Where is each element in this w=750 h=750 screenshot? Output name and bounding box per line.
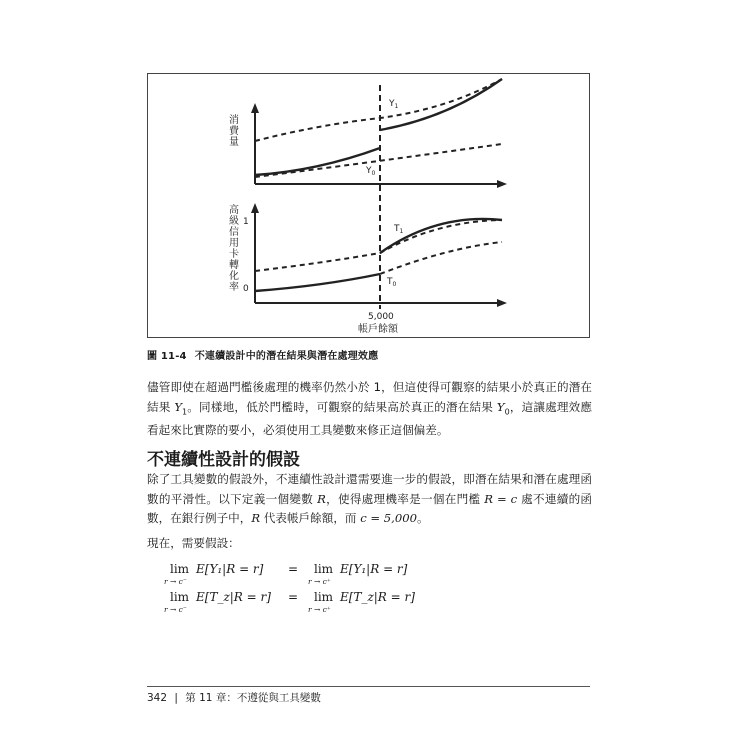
equals-sign: = <box>288 590 299 604</box>
figure-caption-text: 不連續設計中的潛在結果與潛在處理效應 <box>194 351 379 362</box>
lim-left: lim <box>170 590 190 604</box>
var-y: Y <box>174 399 183 414</box>
sub-1: 1 <box>182 406 188 416</box>
expr-c-eq-5000: c = 5,000 <box>360 511 417 525</box>
t0-solid-curve <box>255 274 380 291</box>
para1-text-b: 。同樣地，低於門檻時，可觀察的結果高於真正的潛在結果 <box>187 399 497 414</box>
cutoff-label: 5,000 <box>368 312 394 322</box>
section-heading: 不連續性設計的假設 <box>147 450 300 470</box>
figure-caption <box>147 347 378 362</box>
y0-solid-curve <box>255 148 380 175</box>
lim-right-sub: r → c⁺ <box>308 577 331 586</box>
lim-left: lim <box>170 562 190 576</box>
y0-label: $Y_0$ <box>366 166 376 177</box>
tick-one-label: 1 <box>243 217 249 227</box>
expectation-right: E[T_z|R = r] <box>340 590 415 604</box>
equals-sign: = <box>288 562 299 576</box>
expectation-left: E[Y₁|R = r] <box>196 562 264 576</box>
equation-2 <box>164 590 464 618</box>
lim-right-sub: r → c⁺ <box>308 605 331 614</box>
top-x-arrow <box>497 180 507 188</box>
t0-label: $T_0$ <box>387 277 397 288</box>
para2-text-a: 除了工具變數的假設外，不連續性設計還需要進一步的假設，即潛在結果和潛在處理函數的平滑性。以下定義一個變數 <box>147 472 592 506</box>
footer-rule <box>147 686 590 687</box>
expectation-right: E[Y₁|R = r] <box>340 562 408 576</box>
para1-text-a: 儘管即使在超過門檻後處理的機率仍然小於 1，但這使得可觀察的結果小於真正的潛在結果 <box>147 380 592 414</box>
x-axis-label: 帳戶餘額 <box>358 324 398 335</box>
bottom-y-arrow <box>251 203 259 213</box>
var-y: Y <box>496 399 505 414</box>
para2-text-d: 代表帳戶餘額，而 <box>260 511 361 525</box>
lim-left-sub: r → c⁻ <box>164 577 187 586</box>
paragraph-1 <box>147 378 592 441</box>
para1-text-c: ，這讓處理效應看起來比實際的要小，必須使用工具變數來修正這個偏差。 <box>147 399 592 438</box>
page-footer <box>147 690 321 705</box>
expectation-left: E[T_z|R = r] <box>196 590 271 604</box>
bottom-x-arrow <box>497 299 507 307</box>
lim-left-sub: r → c⁻ <box>164 605 187 614</box>
y1-label: $Y_1$ <box>389 99 399 110</box>
para2-text-b: ，使得處理機率是一個在門檻 <box>325 491 485 506</box>
y1-dashed-curve <box>255 79 502 141</box>
paragraph-2 <box>147 470 592 529</box>
equation-1 <box>164 562 464 590</box>
t1-dashed-curve <box>255 220 502 271</box>
footer-separator: | <box>174 692 178 704</box>
top-y-axis-label: 消 費 量 <box>229 115 239 148</box>
var-r: R <box>251 511 261 525</box>
top-y-arrow <box>251 103 259 113</box>
paragraph-3: 現在，需要假設： <box>147 536 240 550</box>
para2-text-e: 。 <box>417 511 429 525</box>
expr-r-eq-c: R = c <box>484 491 518 506</box>
t1-label: $T_1$ <box>394 224 404 235</box>
var-r: R <box>317 491 326 506</box>
para2-text-c: 處不連續的函數，在銀行例子中， <box>147 491 593 525</box>
sub-0: 0 <box>504 406 510 416</box>
lim-right: lim <box>314 590 334 604</box>
chapter-title: 第 11 章：不遵從與工具變數 <box>185 692 321 704</box>
lim-right: lim <box>314 562 334 576</box>
tick-zero-label: 0 <box>243 284 249 294</box>
t0-dashed-curve <box>380 242 502 274</box>
bottom-y-axis-label: 高 級 信 用 卡 轉 化 率 <box>229 205 239 293</box>
page-number: 342 <box>147 692 168 704</box>
figure-number: 圖 11-4 <box>147 351 187 362</box>
potential-outcomes-figure <box>147 73 590 338</box>
